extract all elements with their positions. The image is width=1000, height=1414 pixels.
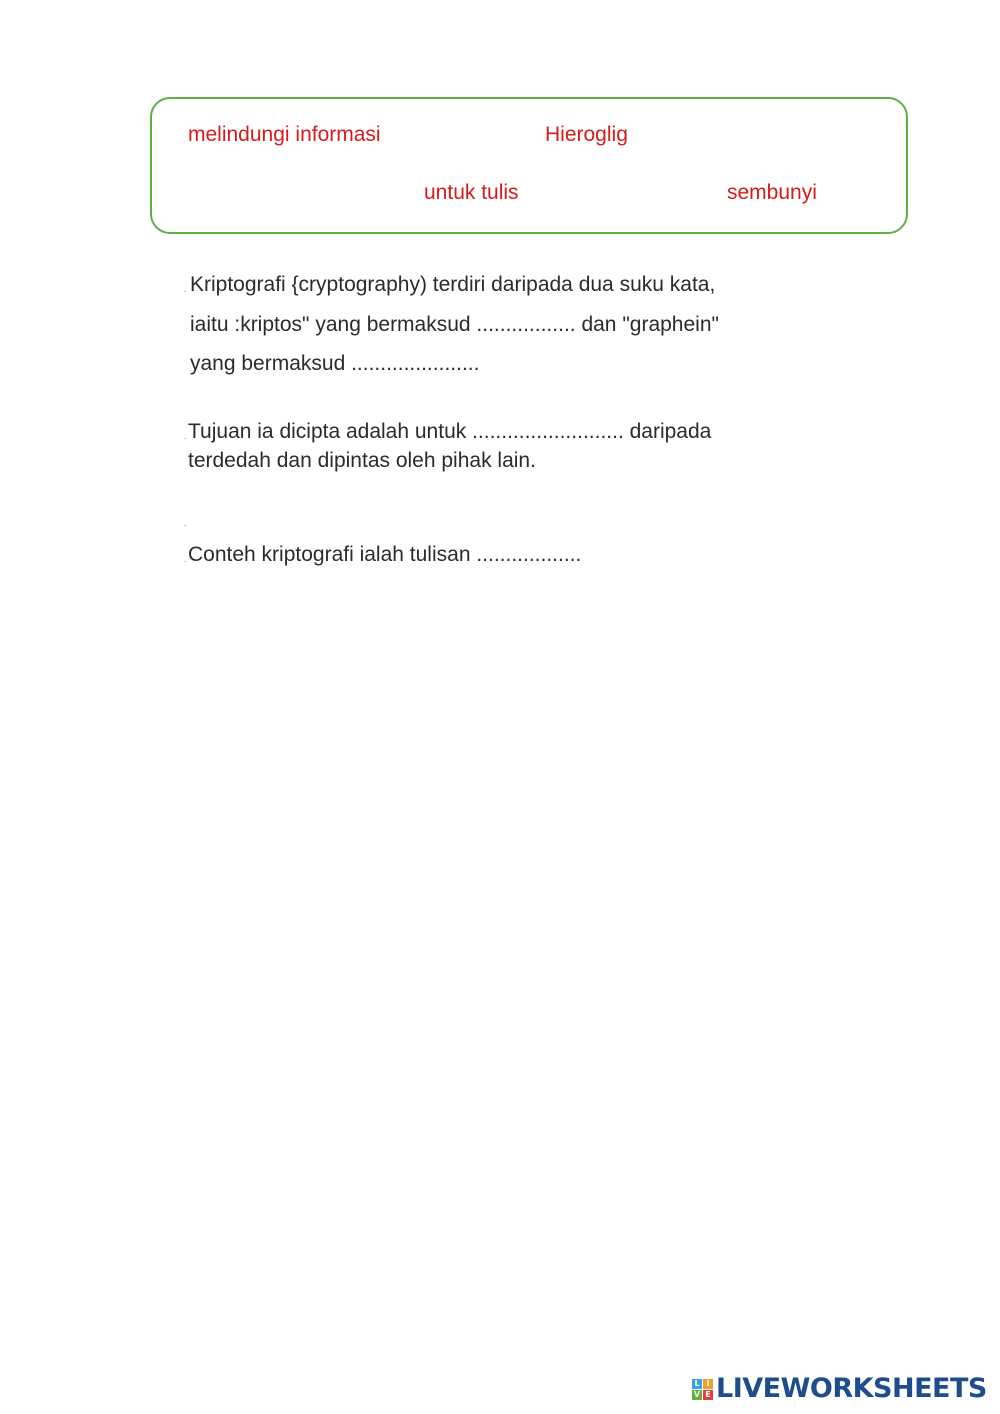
- liveworksheets-logo: [692, 1374, 987, 1404]
- question-1-marker: .: [184, 285, 187, 294]
- question-2-line-2: terdedah dan dipintas oleh pihak lain.: [188, 449, 536, 472]
- word-bank-box: [150, 97, 908, 234]
- stray-marker: .: [184, 519, 187, 528]
- question-1-line-2: iaitu :kriptos" yang bermaksud ................. dan "graphein": [190, 313, 719, 336]
- liveworksheets-grid-icon: L I V E: [692, 1379, 713, 1400]
- question-1-line-1: Kriptografi {cryptography) terdiri daripada dua suku kata,: [190, 273, 716, 296]
- question-2-marker: .: [184, 432, 187, 441]
- word-option-melindungi-informasi[interactable]: melindungi informasi: [188, 123, 381, 146]
- word-option-untuk-tulis[interactable]: untuk tulis: [424, 181, 519, 204]
- logo-text: LIVEWORKSHEETS: [716, 1373, 987, 1404]
- question-3-marker: .: [184, 555, 187, 564]
- word-option-sembunyi[interactable]: sembunyi: [727, 181, 817, 204]
- word-option-hieroglig[interactable]: Hieroglig: [545, 123, 628, 146]
- question-2-line-1: Tujuan ia dicipta adalah untuk .......................... daripada: [188, 420, 712, 443]
- question-3-line-1: Conteh kriptografi ialah tulisan ..................: [188, 543, 582, 566]
- question-1-line-3: yang bermaksud ......................: [190, 352, 480, 375]
